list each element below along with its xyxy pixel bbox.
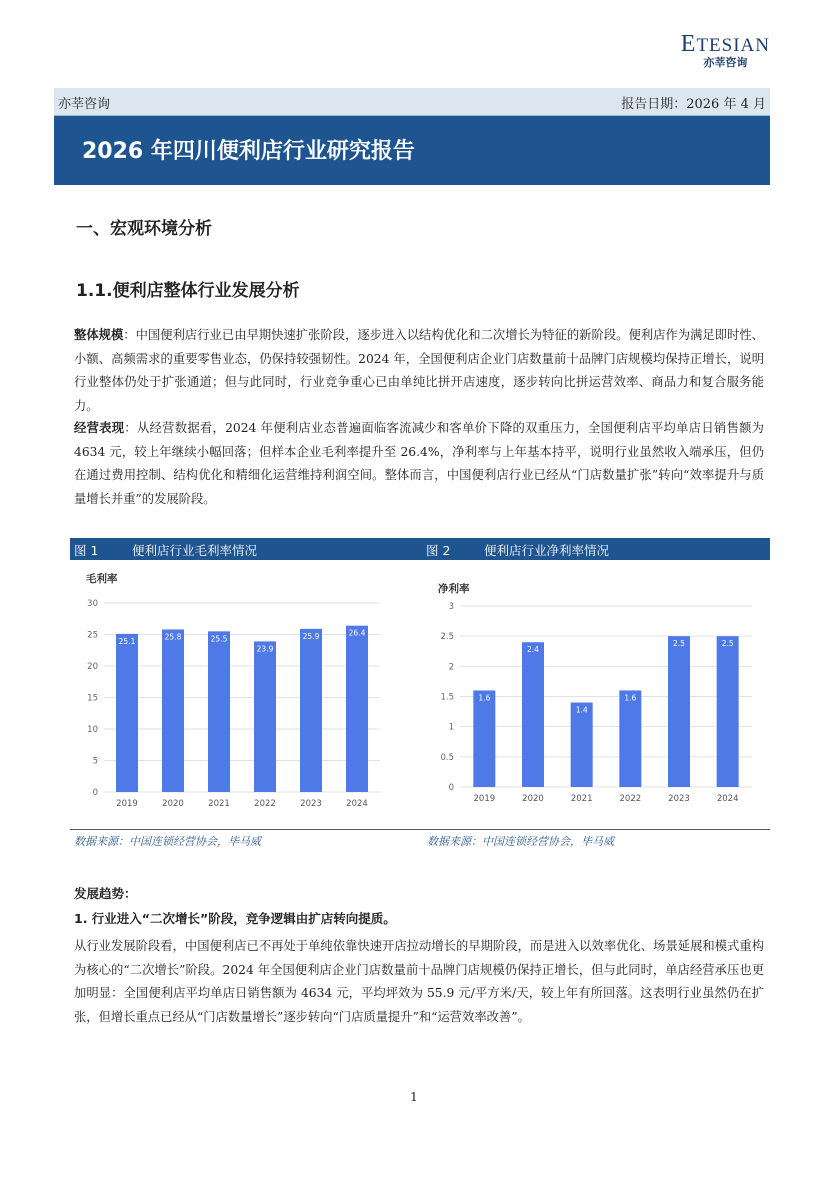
figure-1-title: 便利店行业毛利率情况 — [132, 543, 258, 558]
y-tick-label: 3 — [448, 602, 454, 612]
trend-heading: 发展趋势： — [74, 886, 137, 901]
bar — [208, 631, 230, 792]
data-label: 2.5 — [721, 639, 734, 649]
paragraph-operating-performance — [74, 417, 764, 511]
y-tick-label: 1 — [448, 722, 454, 733]
chart-title: 净利率 — [438, 583, 470, 595]
y-tick-label: 5 — [92, 756, 98, 767]
data-label: 2.4 — [527, 645, 539, 655]
figure-2-source: 数据来源：中国连锁经营协会，毕马威 — [427, 835, 614, 848]
bar — [522, 642, 544, 787]
y-tick-label: 0.5 — [440, 752, 454, 763]
data-label: 25.1 — [118, 636, 136, 646]
section-heading-1: 一、宏观环境分析 — [76, 219, 212, 239]
logo-wordmark: TESIAN — [696, 35, 770, 56]
y-tick-label: 0 — [92, 788, 98, 798]
bar — [116, 634, 138, 792]
title-banner — [54, 116, 770, 185]
paragraph-label: 整体规模 — [74, 328, 124, 342]
bar — [346, 626, 368, 792]
figure-2-label: 图 2 — [426, 543, 451, 558]
paragraph-text: ：中国便利店行业已由早期快速扩张阶段，逐步进入以结构优化和二次增长为特征的新阶段。便利店作为满足即时性、小额、高频需求的重要零售业态，仍保持较强韧性。2024 年，全国便利店企业门店数量前十品牌门店规模均保持正增长，说明行业整体仍处于扩张通道；但与此同时，行业竞争重心已由单纯比拼开店速度，逐步转向比拼运营效率、商品力和复合服务能力。 — [74, 328, 764, 413]
figure-2-title: 便利店行业净利率情况 — [484, 543, 610, 558]
paragraph-overall-scale — [74, 324, 764, 418]
paragraph-text: ：从经营数据看，2024 年便利店业态普遍面临客流减少和客单价下降的双重压力，全国便利店平均单店日销售额为 4634 元，较上年继续小幅回落；但样本企业毛利率提升至 26.4%，净利率与上年基本持平，说明行业虽然收入端承压，但仍在通过费用控制、结构优化和精细化运营维持利润空间。整体而言，中国便利店行业已经从“门店数量扩张”转向“效率提升与质量增长并重”的发展阶段。 — [74, 421, 764, 506]
y-tick-label: 0 — [448, 783, 454, 793]
net-margin-chart — [426, 568, 756, 820]
logo-subtitle: 亦莘咨询 — [703, 56, 748, 69]
company-logo — [680, 31, 770, 69]
figure-1-source: 数据来源：中国连锁经营协会，毕马威 — [74, 835, 261, 848]
y-tick-label: 15 — [87, 693, 98, 704]
bar — [162, 629, 184, 792]
chart-title: 毛利率 — [86, 573, 118, 585]
bar — [254, 641, 276, 792]
data-label: 23.9 — [256, 644, 274, 654]
figure-divider — [70, 829, 770, 830]
bar — [619, 690, 641, 787]
bar — [717, 636, 739, 787]
y-tick-label: 10 — [87, 725, 98, 735]
trend-point-1: 1. 行业进入“二次增长”阶段，竞争逻辑由扩店转向提质。 — [74, 911, 396, 926]
y-tick-label: 2 — [448, 662, 454, 673]
bar — [473, 690, 495, 787]
logo-initial: E — [680, 31, 697, 57]
x-tick-label: 2021 — [570, 794, 593, 804]
x-tick-label: 2024 — [716, 794, 739, 804]
gross-margin-chart — [74, 568, 394, 820]
data-label: 1.6 — [478, 693, 491, 703]
header-bar — [54, 88, 770, 116]
page-number: 1 — [410, 1090, 418, 1104]
report-title: 2026 年四川便利店行业研究报告 — [82, 139, 415, 164]
x-tick-label: 2021 — [208, 799, 230, 809]
data-label: 25.8 — [164, 632, 182, 642]
header-company: 亦莘咨询 — [58, 97, 111, 112]
x-tick-label: 2019 — [116, 799, 138, 809]
data-label: 26.4 — [348, 628, 366, 638]
data-label: 1.4 — [575, 705, 588, 715]
y-tick-label: 20 — [87, 662, 98, 672]
x-tick-label: 2023 — [668, 794, 690, 804]
bar — [668, 636, 690, 787]
data-label: 2.5 — [673, 639, 685, 649]
data-label: 25.9 — [302, 631, 320, 641]
figure-caption-bar — [70, 538, 770, 560]
y-tick-label: 30 — [87, 599, 98, 609]
paragraph-label: 经营表现 — [74, 421, 125, 435]
bar — [300, 629, 322, 792]
y-tick-label: 25 — [87, 630, 98, 641]
x-tick-label: 2023 — [300, 799, 322, 809]
header-date: 报告日期：2026 年 4 月 — [621, 97, 766, 112]
paragraph-trend: 从行业发展阶段看，中国便利店已不再处于单纯依靠快速开店拉动增长的早期阶段，而是进入以效率优化、场景延展和模式重构为核心的“二次增长”阶段。2024 年全国便利店企业门店数量前十品牌门店规模仍保持正增长，但与此同时，单店经营承压也更加明显：全国便利店平均单店日销售额为 4634 元，平均坪效为 55.9 元/平方米/天，较上年有所回落。这表明行业虽然仍在扩张，但增长重点已经从“门店数量增长”逐步转向“门店质量提升”和“运营效率改善”。 — [74, 939, 764, 1024]
x-tick-label: 2024 — [346, 799, 368, 809]
x-tick-label: 2019 — [473, 794, 496, 804]
data-label: 25.5 — [210, 634, 228, 644]
data-label: 1.6 — [624, 693, 637, 703]
y-tick-label: 1.5 — [440, 692, 454, 703]
section-heading-1-1: 1.1.便利店整体行业发展分析 — [76, 281, 300, 301]
x-tick-label: 2022 — [619, 794, 642, 804]
bar — [571, 703, 593, 787]
x-tick-label: 2022 — [254, 799, 276, 809]
x-tick-label: 2020 — [522, 794, 544, 804]
y-tick-label: 2.5 — [440, 632, 454, 643]
figure-1-label: 图 1 — [74, 543, 99, 558]
x-tick-label: 2020 — [162, 799, 184, 809]
